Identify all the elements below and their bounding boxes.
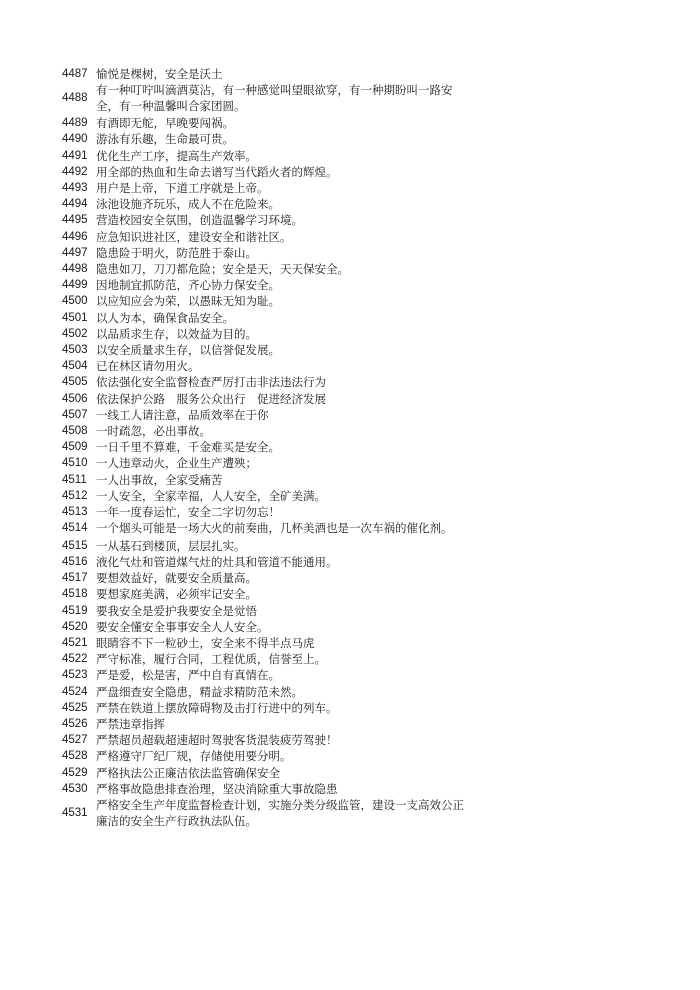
list-item bbox=[62, 342, 662, 358]
entry-text: 要想家庭美满，必须牢记安全。 bbox=[96, 587, 257, 602]
list-item bbox=[62, 277, 662, 293]
entry-text: 已在林区请勿用火。 bbox=[96, 359, 200, 374]
entry-number: 4528 bbox=[62, 750, 88, 763]
entry-number: 4488 bbox=[62, 91, 88, 104]
entry-text: 以品质求生存，以效益为目的。 bbox=[96, 326, 257, 341]
entry-text: 一线工人请注意，品质效率在于你 bbox=[96, 407, 269, 422]
list-item bbox=[62, 115, 662, 131]
entry-text: 隐患如刀，刀刀都危险；安全是天，天天保安全。 bbox=[96, 262, 349, 277]
entry-text: 应急知识进社区，建设安全和谐社区。 bbox=[96, 229, 292, 244]
entry-text: 因地制宜抓防范，齐心协力保安全。 bbox=[96, 278, 280, 293]
entry-number: 4504 bbox=[62, 360, 88, 373]
list-item bbox=[62, 439, 662, 455]
entry-number: 4524 bbox=[62, 685, 88, 698]
entry-text: 用全部的热血和生命去谱写当代蹈火者的辉煌。 bbox=[96, 164, 338, 179]
entry-number: 4529 bbox=[62, 766, 88, 779]
entry-number: 4507 bbox=[62, 408, 88, 421]
entry-number: 4496 bbox=[62, 230, 88, 243]
list-item bbox=[62, 212, 662, 228]
entry-text: 营造校园安全氛围，创造温馨学习环境。 bbox=[96, 213, 303, 228]
list-item bbox=[62, 407, 662, 423]
entry-text: 眼睛容不下一粒砂土，安全来不得半点马虎 bbox=[96, 636, 315, 650]
entry-text: 以安全质量求生存，以信誉促发展。 bbox=[96, 343, 280, 358]
entry-text: 严格事故隐患排查治理，坚决消除重大事故隐患 bbox=[96, 781, 338, 796]
entry-text: 严格遵守厂纪厂规，存储使用要分明。 bbox=[96, 749, 292, 764]
entry-number: 4525 bbox=[62, 701, 88, 714]
entry-text: 一人违章动火，企业生产遭殃； bbox=[96, 456, 257, 471]
entry-text: 有一种叮咛叫滴酒莫沾，有一种感觉叫望眼欲穿，有一种期盼叫一路安全，有一种温馨叫合家团圆。 bbox=[96, 83, 453, 113]
entry-number: 4517 bbox=[62, 572, 88, 585]
list-item bbox=[62, 358, 662, 374]
entry-number: 4515 bbox=[62, 539, 88, 552]
list-item bbox=[62, 765, 662, 781]
entry-text: 要我安全是爱护我要安全是觉悟 bbox=[96, 603, 257, 618]
entry-number: 4492 bbox=[62, 165, 88, 178]
list-item bbox=[62, 603, 662, 619]
entry-text: 严禁超员超载超速超时驾驶客货混装疲劳驾驶！ bbox=[96, 733, 338, 748]
entry-number: 4494 bbox=[62, 198, 88, 211]
list-item bbox=[62, 716, 662, 732]
entry-text: 用户是上帝，下道工序就是上帝。 bbox=[96, 181, 269, 196]
entry-number: 4514 bbox=[62, 522, 88, 535]
entry-text: 一人出事故，全家受痛苦 bbox=[96, 472, 223, 487]
list-item bbox=[62, 700, 662, 716]
entry-text: 以人为本，确保食品安全。 bbox=[96, 310, 234, 325]
list-item bbox=[62, 455, 662, 471]
entry-number: 4497 bbox=[62, 246, 88, 259]
entry-text: 要安全懂安全事事安全人人安全。 bbox=[96, 619, 269, 634]
entry-text: 依法强化安全监督检查严厉打击非法违法行为 bbox=[96, 375, 326, 390]
list-item bbox=[62, 586, 662, 602]
entry-number: 4519 bbox=[62, 604, 88, 617]
entry-text: 一日千里不算难，千金难买是安全。 bbox=[96, 440, 280, 455]
list-item bbox=[62, 667, 662, 683]
entry-number: 4487 bbox=[62, 68, 88, 80]
entry-number: 4493 bbox=[62, 182, 88, 195]
list-item bbox=[62, 521, 662, 537]
entry-text: 隐患险于明火，防范胜于泰山。 bbox=[96, 245, 257, 260]
list-item bbox=[62, 66, 662, 82]
entry-text: 严守标准，履行合同，工程优质，信誉至上。 bbox=[96, 652, 326, 667]
entry-number: 4522 bbox=[62, 653, 88, 666]
list-item bbox=[62, 732, 662, 748]
entry-number: 4505 bbox=[62, 376, 88, 389]
list-item bbox=[62, 488, 662, 504]
entry-number: 4512 bbox=[62, 489, 88, 502]
list-item bbox=[62, 83, 662, 114]
list-item bbox=[62, 196, 662, 212]
entry-text: 游泳有乐趣，生命最可贵。 bbox=[96, 132, 234, 147]
list-item bbox=[62, 781, 662, 797]
list-item bbox=[62, 229, 662, 245]
entry-number: 4527 bbox=[62, 734, 88, 747]
list-item bbox=[62, 684, 662, 700]
list-item bbox=[62, 148, 662, 164]
entry-text: 一时疏忽，必出事故。 bbox=[96, 424, 211, 439]
entry-text: 严盘细查安全隐患，精益求精防范未然。 bbox=[96, 684, 303, 699]
list-item bbox=[62, 326, 662, 342]
entry-number: 4509 bbox=[62, 441, 88, 454]
document-page bbox=[62, 66, 662, 830]
entry-number: 4526 bbox=[62, 718, 88, 731]
list-item bbox=[62, 261, 662, 277]
list-item bbox=[62, 570, 662, 586]
list-item bbox=[62, 293, 662, 309]
entry-number: 4521 bbox=[62, 637, 88, 649]
entry-number: 4520 bbox=[62, 620, 88, 633]
entry-number: 4510 bbox=[62, 457, 88, 470]
entry-number: 4513 bbox=[62, 506, 88, 519]
list-item bbox=[62, 164, 662, 180]
entry-text: 一人安全，全家幸福，人人安全，全矿美满。 bbox=[96, 488, 326, 503]
entry-number: 4518 bbox=[62, 588, 88, 601]
entry-number: 4490 bbox=[62, 133, 88, 146]
entry-text: 优化生产工序，提高生产效率。 bbox=[96, 148, 257, 163]
entry-number: 4530 bbox=[62, 782, 88, 795]
list-item bbox=[62, 798, 662, 829]
list-item bbox=[62, 423, 662, 439]
entry-text: 要想效益好，就要安全质量高。 bbox=[96, 571, 257, 586]
entry-text: 依法保护公路 服务公众出行 促进经济发展 bbox=[96, 391, 326, 406]
list-item bbox=[62, 504, 662, 520]
entry-number: 4489 bbox=[62, 117, 88, 130]
entry-text: 一个烟头可能是一场大火的前奏曲，几杯美酒也是一次车祸的催化剂。 bbox=[96, 521, 453, 536]
entry-text: 严禁在铁道上摆放障碍物及击打行进中的列车。 bbox=[96, 700, 338, 715]
entry-number: 4508 bbox=[62, 425, 88, 438]
entry-text: 一年一度春运忙，安全二字切勿忘！ bbox=[96, 505, 280, 520]
entry-number: 4502 bbox=[62, 327, 88, 340]
entry-number: 4511 bbox=[62, 473, 87, 486]
entry-text: 一从基石到楼顶，层层扎实。 bbox=[96, 538, 246, 553]
list-item bbox=[62, 538, 662, 554]
entry-text: 液化气灶和管道煤气灶的灶具和管道不能通用。 bbox=[96, 554, 338, 569]
entry-number: 4503 bbox=[62, 344, 88, 357]
list-item bbox=[62, 374, 662, 390]
list-item bbox=[62, 554, 662, 570]
entry-number: 4498 bbox=[62, 263, 88, 276]
list-item bbox=[62, 748, 662, 764]
entry-number: 4523 bbox=[62, 669, 88, 682]
entry-text: 严禁违章指挥 bbox=[96, 717, 165, 732]
entry-number: 4531 bbox=[62, 806, 88, 819]
list-item bbox=[62, 180, 662, 196]
list-item bbox=[62, 131, 662, 147]
entry-text: 有酒即无舵，早晚要闯祸。 bbox=[96, 116, 234, 131]
entry-text: 泳池设施齐玩乐，成人不在危险来。 bbox=[96, 197, 280, 212]
list-item bbox=[62, 245, 662, 261]
entry-text: 以应知应会为荣，以愚昧无知为耻。 bbox=[96, 294, 280, 309]
entry-number: 4516 bbox=[62, 555, 88, 568]
entry-number: 4501 bbox=[62, 311, 88, 324]
entry-text: 严是爱，松是害，严中自有真情在。 bbox=[96, 668, 280, 683]
list-item bbox=[62, 310, 662, 326]
entry-text: 严格执法公正廉洁依法监管确保安全 bbox=[96, 765, 280, 780]
entry-number: 4506 bbox=[62, 392, 88, 405]
entry-number: 4491 bbox=[62, 149, 88, 162]
entry-text: 严格安全生产年度监督检查计划，实施分类分级监管，建设一支高效公正廉洁的安全生产行政执法队伍。 bbox=[96, 798, 464, 828]
list-item bbox=[62, 391, 662, 407]
list-item bbox=[62, 619, 662, 635]
entry-number: 4495 bbox=[62, 214, 88, 227]
entry-number: 4499 bbox=[62, 279, 88, 292]
entry-number: 4500 bbox=[62, 295, 88, 308]
list-item bbox=[62, 472, 662, 488]
list-item bbox=[62, 635, 662, 651]
list-item bbox=[62, 651, 662, 667]
entry-text: 愉悦是棵树，安全是沃土 bbox=[96, 67, 223, 81]
